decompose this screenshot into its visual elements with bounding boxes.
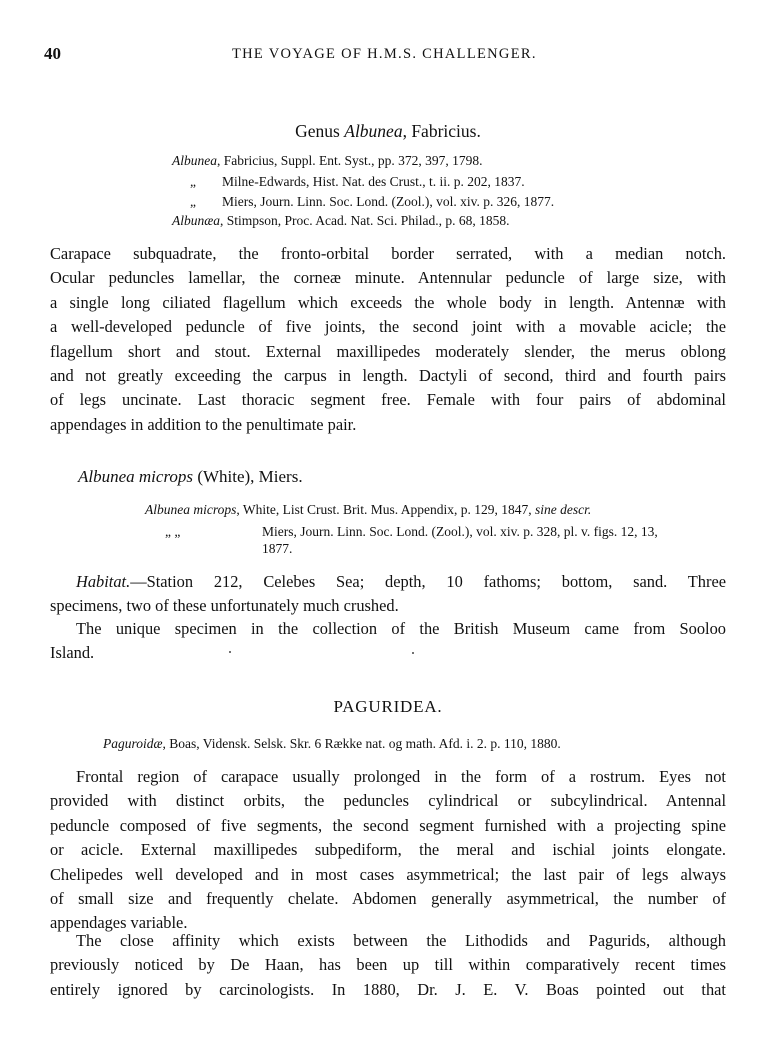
habitat-label: Habitat. xyxy=(76,572,131,591)
synonymy-line: Albunea, Fabricius, Suppl. Ent. Syst., pp. 372, 397, 1798. xyxy=(172,153,483,168)
running-title: THE VOYAGE OF H.M.S. CHALLENGER. xyxy=(232,46,537,62)
synonymy-line: Albunea microps, White, List Crust. Brit. Mus. Appendix, p. 129, 1847, sine descr. xyxy=(145,502,592,517)
species-title: Albunea microps (White), Miers. xyxy=(78,467,303,486)
synonymy-line: Paguroidæ, Boas, Vidensk. Selsk. Skr. 6 Række nat. og math. Afd. i. 2. p. 110, 1880. xyxy=(103,736,561,751)
synonymy-line: Albunæa, Stimpson, Proc. Acad. Nat. Sci. Philad., p. 68, 1858. xyxy=(172,213,510,228)
page-number: 40 xyxy=(44,44,61,63)
section-paragraph: The close affinity which exists between the Lithodids and Pagurids, although previously noticed by De Haan, has been up till within comparatively recent times entirely ignored by carcinologists. In 1880, Dr. J. E. V. Boas pointed out that xyxy=(50,931,726,999)
section-title: PAGURIDEA. xyxy=(333,697,443,716)
synonymy-line: „ Miers, Journ. Linn. Soc. Lond. (Zool.), vol. xiv. p. 326, 1877. xyxy=(190,194,555,209)
print-speck xyxy=(229,651,231,653)
genus-description: Carapace subquadrate, the fronto-orbital border serrated, with a median notch. Ocular peduncles lamellar, the corneæ minute. Antennular peduncle of large size, with a single long ciliated flagellum which exceeds the whole body in length. Antennæ with a well-developed peduncle of five joints, the second joint with a movable acicle; the flagellum short and stout. External maxillipedes moderately slender, the merus oblong and not greatly exceeding the carpus in length. Dactyli of second, third and fourth pairs of legs uncinate. Last thoracic segment free. Female with four pairs of abdominal appendages in addition to the penultimate pair. xyxy=(50,244,726,434)
synonymy-line: „ „ Miers, Journ. Linn. Soc. Lond. (Zool.), vol. xiv. p. 328, pl. v. figs. 12, 13, xyxy=(165,524,658,539)
synonymy-line: „ Milne-Edwards, Hist. Nat. des Crust., t. ii. p. 202, 1837. xyxy=(190,174,525,189)
synonymy-line: 1877. xyxy=(262,541,293,556)
genus-title: Genus Albunea, Fabricius. xyxy=(295,121,481,141)
genus-name: Albunea xyxy=(344,121,403,141)
specimen-note: The unique specimen in the collection of the British Museum came from Sooloo Island. xyxy=(50,619,726,663)
print-speck xyxy=(412,652,414,654)
section-description: Frontal region of carapace usually prolonged in the form of a rostrum. Eyes not provided with distinct orbits, the peduncles cylindrical or subcylindrical. Antennal peduncle composed of five segments, the second segment furnished with a projecting spine or acicle. External maxillipedes subpediform, the meral and ischial joints elongate. Chelipedes well developed and in most cases asymmetrical; the last pair of legs always of small size and frequently chelate. Abdomen generally asymmetrical, the number of appendages variable. xyxy=(50,767,726,933)
habitat-paragraph: Habitat.—Station 212, Celebes Sea; depth, 10 fathoms; bottom, sand. Three specimens, two of these unfortunately much crushed. xyxy=(50,572,726,616)
